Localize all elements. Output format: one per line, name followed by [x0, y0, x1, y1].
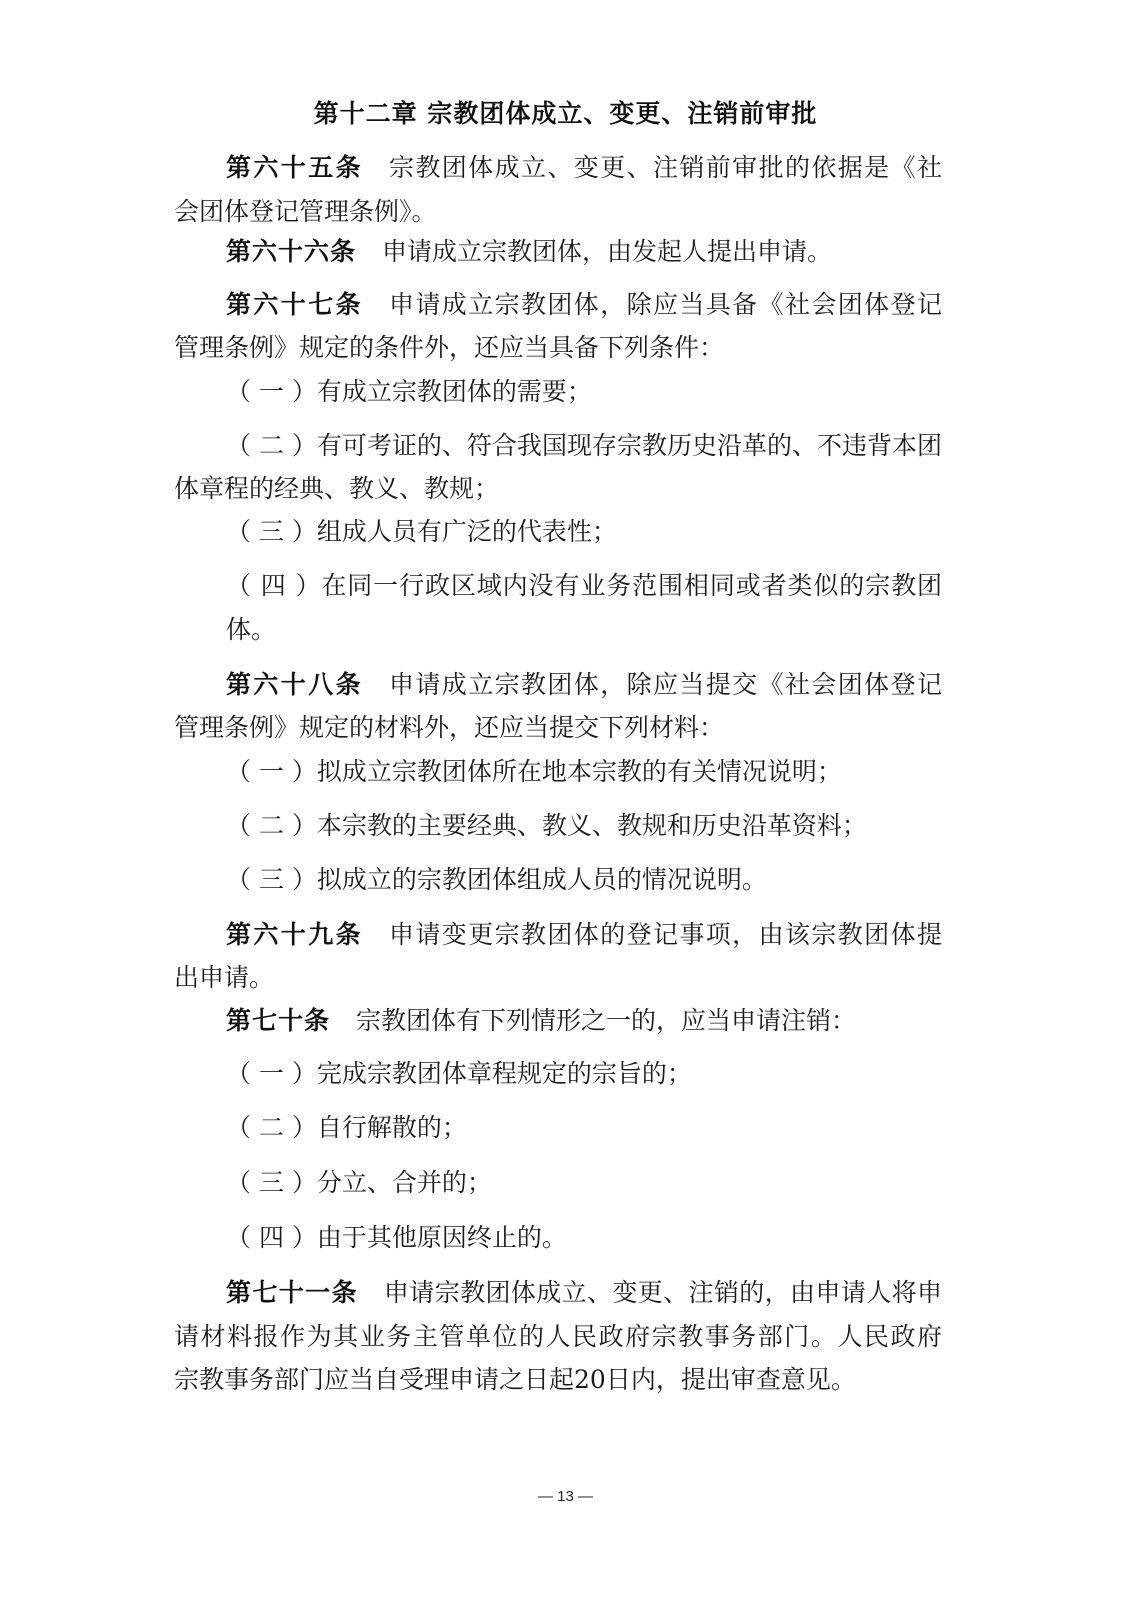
article-70-item-4: （ 四 ）由于其他原因终止的。 — [226, 1223, 567, 1252]
article-67-label: 第六十七条 — [226, 290, 363, 319]
article-70-text: 宗教团体有下列情形之一的，应当申请注销： — [356, 1006, 857, 1035]
article-66-text: 申请成立宗教团体，由发起人提出申请。 — [382, 237, 833, 266]
article-66-label: 第六十六条 — [226, 237, 357, 266]
article-70-item-1: （ 一 ）完成宗教团体章程规定的宗旨的； — [226, 1059, 692, 1088]
article-67-line-1 — [226, 290, 942, 320]
article-70-item-3: （ 三 ）分立、合并的； — [226, 1168, 492, 1197]
article-68-label: 第六十八条 — [226, 670, 363, 699]
article-68-item-1: （ 一 ）拟成立宗教团体所在地本宗教的有关情况说明； — [226, 757, 842, 786]
article-65-line-1 — [226, 153, 942, 183]
article-65-text: 宗教团体成立、变更、注销前审批的依据是《社 — [389, 153, 942, 182]
article-65-label: 第六十五条 — [226, 153, 363, 182]
article-68-text: 申请成立宗教团体，除应当提交《社会团体登记 — [389, 670, 942, 699]
article-67-line-2: 管理条例》规定的条件外，还应当具备下列条件： — [174, 333, 725, 362]
article-69-label: 第六十九条 — [226, 920, 363, 949]
article-67-text: 申请成立宗教团体，除应当具备《社会团体登记 — [389, 290, 942, 319]
chapter-title: 第十二章 宗教团体成立、变更、注销前审批 — [313, 99, 818, 128]
article-69-line-1 — [226, 920, 942, 950]
article-70-label: 第七十条 — [226, 1006, 331, 1035]
article-65-line-2: 会团体登记管理条例》。 — [174, 197, 437, 226]
article-68-item-2: （ 二 ）本宗教的主要经典、教义、教规和历史沿革资料； — [226, 811, 867, 840]
article-68-item-3: （ 三 ）拟成立的宗教团体组成人员的情况说明。 — [226, 865, 767, 894]
article-67-item-2-cont: 体章程的经典、教义、教规； — [174, 474, 500, 503]
article-70-line-1 — [226, 1006, 856, 1036]
article-71-text: 申请宗教团体成立、变更、注销的，由申请人将申 — [383, 1278, 942, 1307]
article-69-line-2: 出申请。 — [174, 963, 275, 992]
article-68-line-2: 管理条例》规定的材料外，还应当提交下列材料： — [174, 713, 725, 742]
article-67-item-3: （ 三 ）组成人员有广泛的代表性； — [226, 517, 617, 546]
article-71-line-3: 宗教事务部门应当自受理申请之日起20日内，提出审查意见。 — [174, 1365, 856, 1394]
article-67-item-2: （ 二 ）有可考证的、符合我国现存宗教历史沿革的、不违背本团 — [226, 431, 942, 460]
article-71-line-2: 请材料报作为其业务主管单位的人民政府宗教事务部门。人民政府 — [174, 1322, 942, 1351]
article-67-item-4-cont: 体。 — [226, 615, 277, 644]
page-number: — 13 — — [537, 1488, 594, 1505]
article-68-line-1 — [226, 670, 942, 700]
article-70-item-2: （ 二 ）自行解散的； — [226, 1113, 467, 1142]
article-66-line-1 — [226, 237, 832, 267]
article-67-item-4: （ 四 ）在同一行政区域内没有业务范围相同或者类似的宗教团 — [226, 571, 942, 600]
article-69-text: 申请变更宗教团体的登记事项，由该宗教团体提 — [389, 920, 942, 949]
article-71-line-1 — [226, 1278, 942, 1308]
article-71-label: 第七十一条 — [226, 1278, 358, 1307]
article-67-item-1: （ 一 ）有成立宗教团体的需要； — [226, 377, 592, 406]
